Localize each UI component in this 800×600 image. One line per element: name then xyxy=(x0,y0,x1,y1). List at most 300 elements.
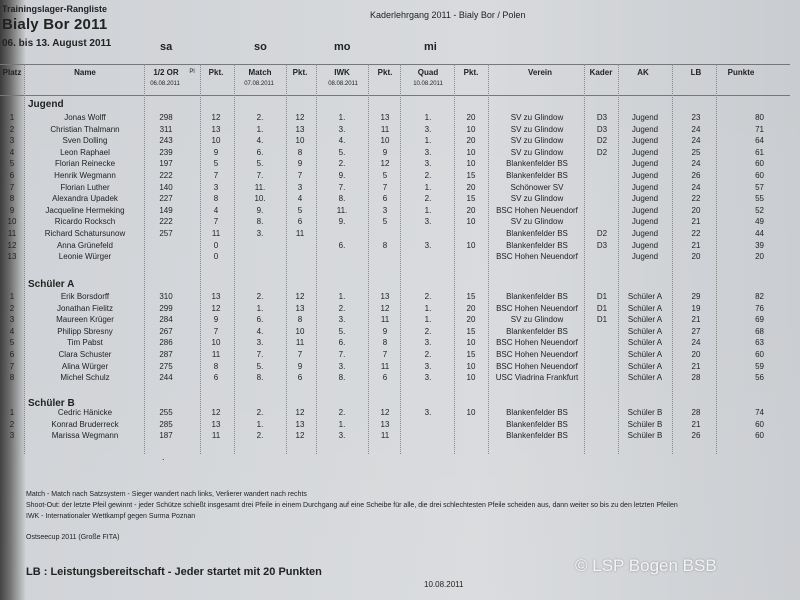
cell-kader: D3 xyxy=(596,113,608,122)
cell-pkt1: 0 xyxy=(213,240,219,250)
note-lb: LB : Leistungsbereitschaft - Jeder startet mit 20 Punkten xyxy=(26,566,322,578)
cell-punkte: 44 xyxy=(755,229,764,238)
cell-pkt1: 7 xyxy=(213,326,219,336)
cell-ak: Jugend xyxy=(631,217,659,227)
cell-platz: 12 xyxy=(7,240,17,250)
cell-iwk: 8. xyxy=(338,373,346,383)
cell-platz: 1 xyxy=(9,113,15,122)
cell-pkt4: 10 xyxy=(466,408,476,417)
cell-name: Konrad Bruderreck xyxy=(51,419,119,429)
cell-punkte: 20 xyxy=(755,252,764,262)
cell-pkt1: 4 xyxy=(213,205,219,215)
cell-iwk: 6. xyxy=(338,338,346,348)
table-row xyxy=(0,194,790,206)
table-row xyxy=(0,252,790,264)
cell-pkt4: 10 xyxy=(466,217,476,227)
cell-punkte: 61 xyxy=(755,147,764,157)
cell-punkte: 82 xyxy=(755,292,764,301)
cell-verein: SV zu Glindow xyxy=(510,315,564,325)
col-verein: Verein xyxy=(527,68,552,77)
cell-match: 1. xyxy=(256,303,264,313)
cell-ak: Schüler A xyxy=(627,338,663,348)
cell-pkt3: 9 xyxy=(382,147,388,157)
cell-pkt2: 12 xyxy=(295,113,305,122)
cell-punkte: 52 xyxy=(755,205,764,215)
cell-pkt2: 5 xyxy=(297,205,303,215)
cell-pkt2: 7 xyxy=(297,171,303,180)
title-small: Trainingslager-Rangliste xyxy=(2,4,108,14)
cell-lb: 20 xyxy=(691,205,701,215)
cell-match: 5. xyxy=(256,361,264,371)
table-row xyxy=(0,431,790,443)
cell-verein: SV zu Glindow xyxy=(510,147,564,157)
cell-quad: 2. xyxy=(424,171,432,180)
cell-iwk: 9. xyxy=(338,217,346,227)
cell-lb: 21 xyxy=(691,315,701,325)
cell-iwk: 1. xyxy=(338,419,346,429)
cell-pkt4: 10 xyxy=(466,240,476,250)
cell-name: Jonathan Fielitz xyxy=(56,303,114,313)
cell-match: 8. xyxy=(256,373,264,383)
cell-iwk: 8. xyxy=(338,194,346,204)
cell-match: 10. xyxy=(254,194,266,204)
footer-date: 10.08.2011 xyxy=(424,580,464,589)
cell-match: 1. xyxy=(256,124,264,134)
col-or: 1/2 OR xyxy=(153,68,179,77)
cell-pkt3: 7 xyxy=(382,182,388,192)
cell-pkt1: 8 xyxy=(213,361,219,371)
cell-or: 287 xyxy=(159,350,173,359)
cell-iwk: 3. xyxy=(338,124,346,134)
cell-name: Erik Borsdorff xyxy=(60,292,110,301)
cell-quad: 3. xyxy=(424,240,432,250)
cell-name: Leon Raphael xyxy=(60,147,110,157)
cell-name: Tim Pabst xyxy=(67,338,103,348)
cell-match: 7. xyxy=(256,171,264,180)
cell-punkte: 60 xyxy=(755,350,764,359)
cell-match: 8. xyxy=(256,217,264,227)
table-row xyxy=(0,241,790,253)
cell-lb: 29 xyxy=(691,292,701,301)
cell-punkte: 64 xyxy=(755,136,764,146)
cell-ak: Schüler B xyxy=(627,419,663,429)
cell-kader: D2 xyxy=(596,229,608,238)
col-date1: 06.08.2011 xyxy=(150,81,180,87)
col-pkt1: Pkt. xyxy=(208,68,224,77)
cell-name: Maureen Krüger xyxy=(56,315,114,325)
cell-name: Christian Thalmann xyxy=(50,124,120,134)
table-row xyxy=(0,136,790,148)
cell-lb: 21 xyxy=(691,240,701,250)
cell-or: 285 xyxy=(159,419,173,429)
cell-lb: 26 xyxy=(691,431,701,441)
cell-punkte: 69 xyxy=(755,315,764,325)
cell-pkt3: 12 xyxy=(380,159,390,169)
table-row xyxy=(0,304,790,316)
cell-verein: Blankenfelder BS xyxy=(506,326,568,336)
cell-quad: 3. xyxy=(424,408,432,417)
cell-pkt2: 8 xyxy=(297,147,303,157)
cell-or: 222 xyxy=(159,171,173,180)
cell-or: 197 xyxy=(159,159,173,169)
cell-punkte: 60 xyxy=(755,419,764,429)
cell-pkt3: 13 xyxy=(380,292,390,301)
cell-name: Richard Schatursunow xyxy=(44,229,126,238)
cell-verein: Blankenfelder BS xyxy=(506,419,568,429)
cell-pkt3: 5 xyxy=(382,217,388,227)
cell-pkt3: 8 xyxy=(382,338,388,348)
cell-match: 11. xyxy=(254,182,266,192)
cell-or: 222 xyxy=(159,217,173,227)
cell-verein: Blankenfelder BS xyxy=(506,240,568,250)
cell-pkt1: 11 xyxy=(211,229,221,238)
col-name: Name xyxy=(74,68,96,77)
cell-pkt3: 11 xyxy=(380,124,390,134)
table-row xyxy=(0,373,790,385)
cell-quad: 2. xyxy=(424,350,432,359)
section-schueler-b: Schüler B xyxy=(28,398,75,409)
table-row xyxy=(0,350,790,362)
cell-or: 286 xyxy=(159,338,173,348)
cell-name: Alexandra Upadek xyxy=(52,194,118,204)
table-row xyxy=(0,113,790,125)
cell-pkt2: 11 xyxy=(295,229,305,238)
cell-lb: 21 xyxy=(691,419,701,429)
cell-platz: 2 xyxy=(9,419,15,429)
cell-pkt2: 11 xyxy=(295,338,305,348)
cell-pkt4: 10 xyxy=(466,338,476,348)
cell-pkt3: 11 xyxy=(380,315,390,325)
cell-pkt1: 6 xyxy=(213,373,219,383)
col-pkt3: Pkt. xyxy=(377,68,393,77)
cell-ak: Schüler A xyxy=(627,292,663,301)
cell-quad: 2. xyxy=(424,194,432,204)
col-match: Match xyxy=(248,68,272,77)
title-main: Bialy Bor 2011 xyxy=(2,16,108,33)
table-row xyxy=(0,217,790,229)
cell-pkt4: 15 xyxy=(466,326,476,336)
cell-or: 299 xyxy=(159,303,173,313)
cell-verein: Schönower SV xyxy=(510,182,564,192)
cell-kader: D1 xyxy=(596,315,608,325)
cell-pkt2: 13 xyxy=(295,303,305,313)
cell-iwk: 2. xyxy=(338,303,346,313)
cell-ak: Schüler A xyxy=(627,350,663,359)
cell-kader: D3 xyxy=(596,124,608,134)
table-row xyxy=(0,420,790,432)
cell-ak: Schüler A xyxy=(627,361,663,371)
cell-pkt3: 11 xyxy=(380,361,390,371)
cell-punkte: 63 xyxy=(755,338,764,348)
cell-pkt4: 20 xyxy=(466,113,476,122)
cell-or: 310 xyxy=(159,292,173,301)
cell-punkte: 74 xyxy=(755,408,764,417)
col-pl: Pl xyxy=(189,69,195,75)
cell-platz: 2 xyxy=(9,124,15,134)
cell-quad: 1. xyxy=(424,315,432,325)
cell-punkte: 60 xyxy=(755,171,764,180)
cell-verein: SV zu Glindow xyxy=(510,194,564,204)
cell-ak: Jugend xyxy=(631,182,659,192)
cell-punkte: 60 xyxy=(755,431,764,441)
cell-or: 255 xyxy=(159,408,173,417)
cell-pkt2: 9 xyxy=(297,159,303,169)
table-row xyxy=(0,125,790,137)
cell-pkt1: 12 xyxy=(211,408,221,417)
cell-quad: 3. xyxy=(424,159,432,169)
cell-match: 9. xyxy=(256,205,264,215)
note-shootout: Shoot-Out: der letzte Pfeil gewinnt - jeder Schütze schießt insgesamt drei Pfeile in einem Durchgang auf eine Scheibe für alle, die drei schlechtesten Pfeile scheiden aus, dann weiter so bis zu den letzten Pfeilen xyxy=(26,502,678,509)
cell-pkt1: 13 xyxy=(211,124,221,134)
cell-iwk: 1. xyxy=(338,113,346,122)
cell-or: 257 xyxy=(159,229,173,238)
cell-or: 140 xyxy=(159,182,173,192)
cell-pkt3: 5 xyxy=(382,171,388,180)
cell-lb: 24 xyxy=(691,136,701,146)
cell-pkt1: 13 xyxy=(211,292,221,301)
cell-iwk: 3. xyxy=(338,315,346,325)
cell-verein: BSC Hohen Neuendorf xyxy=(496,252,578,262)
cell-name: Henrik Wegmann xyxy=(54,171,116,180)
cell-pkt2: 12 xyxy=(295,408,305,417)
cell-iwk: 3. xyxy=(338,361,346,371)
cell-punkte: 56 xyxy=(755,373,764,383)
cell-lb: 25 xyxy=(691,147,701,157)
cell-pkt2: 6 xyxy=(297,373,303,383)
cell-platz: 3 xyxy=(9,315,15,325)
cell-pkt1: 9 xyxy=(213,315,219,325)
cell-or: 311 xyxy=(159,124,173,134)
cell-lb: 23 xyxy=(691,113,701,122)
cell-pkt3: 13 xyxy=(380,113,390,122)
day-mo: mo xyxy=(334,41,351,53)
cell-pkt4: 10 xyxy=(466,361,476,371)
cell-ak: Jugend xyxy=(631,124,659,134)
cell-lb: 20 xyxy=(691,350,701,359)
cell-pkt1: 13 xyxy=(211,419,221,429)
cell-or: 298 xyxy=(159,113,173,122)
cell-verein: Blankenfelder BS xyxy=(506,292,568,301)
cell-verein: BSC Hohen Neuendorf xyxy=(496,350,578,359)
cell-platz: 10 xyxy=(7,217,17,227)
cell-or: 227 xyxy=(159,194,173,204)
cell-platz: 3 xyxy=(9,431,15,441)
cell-ak: Schüler A xyxy=(627,326,663,336)
cell-quad: 3. xyxy=(424,124,432,134)
cell-ak: Jugend xyxy=(631,240,659,250)
cell-quad: 3. xyxy=(424,147,432,157)
cell-platz: 7 xyxy=(9,182,15,192)
cell-platz: 2 xyxy=(9,303,15,313)
col-kader: Kader xyxy=(589,68,613,77)
table-row xyxy=(0,171,790,183)
cell-lb: 22 xyxy=(691,229,701,238)
cell-match: 4. xyxy=(256,136,264,146)
cell-ak: Schüler A xyxy=(627,373,663,383)
cell-ak: Jugend xyxy=(631,147,659,157)
cell-pkt2: 10 xyxy=(295,136,305,146)
day-so: so xyxy=(254,41,267,53)
cell-match: 2. xyxy=(256,113,264,122)
cell-pkt1: 11 xyxy=(211,350,221,359)
cell-pkt1: 5 xyxy=(213,159,219,169)
cell-iwk: 1. xyxy=(338,292,346,301)
cell-ak: Schüler B xyxy=(627,431,663,441)
cell-pkt4: 20 xyxy=(466,205,476,215)
cell-pkt1: 10 xyxy=(211,338,221,348)
note-ostseecup: Ostseecup 2011 (Große FITA) xyxy=(26,534,120,541)
cell-name: Marissa Wegmann xyxy=(51,431,119,441)
cell-ak: Jugend xyxy=(631,194,659,204)
cell-lb: 27 xyxy=(691,326,701,336)
cell-pkt2: 3 xyxy=(297,182,303,192)
table-row xyxy=(0,206,790,218)
cell-pkt2: 9 xyxy=(297,361,303,371)
cell-quad: 3. xyxy=(424,217,432,227)
cell-punkte: 76 xyxy=(755,303,764,313)
cell-or: 284 xyxy=(159,315,173,325)
cell-kader: D2 xyxy=(596,147,608,157)
cell-name: Jonas Wolff xyxy=(64,113,106,122)
cell-quad: 1. xyxy=(424,205,432,215)
cell-iwk: 6. xyxy=(338,240,346,250)
cell-ak: Jugend xyxy=(631,136,659,146)
cell-match: 7. xyxy=(256,350,264,359)
event-subtitle: Kaderlehrgang 2011 - Bialy Bor / Polen xyxy=(370,10,526,20)
cell-lb: 21 xyxy=(691,217,701,227)
col-platz: Platz xyxy=(2,68,22,77)
cell-lb: 26 xyxy=(691,171,701,180)
table-row xyxy=(0,229,790,241)
cell-quad: 1. xyxy=(424,136,432,146)
cell-punkte: 59 xyxy=(755,361,764,371)
cell-or: 275 xyxy=(159,361,173,371)
day-mi: mi xyxy=(424,41,437,53)
cell-name: Jacqueline Hermeking xyxy=(45,205,125,215)
table-row xyxy=(0,362,790,374)
cell-kader: D2 xyxy=(596,136,608,146)
cell-quad: 1. xyxy=(424,303,432,313)
cell-lb: 24 xyxy=(691,338,701,348)
cell-pkt1: 0 xyxy=(213,252,219,262)
cell-pkt3: 12 xyxy=(380,303,390,313)
cell-name: Anna Grünefeld xyxy=(56,240,114,250)
cell-ak: Jugend xyxy=(631,159,659,169)
cell-or: 187 xyxy=(159,431,173,441)
cell-pkt2: 4 xyxy=(297,194,303,204)
cell-platz: 5 xyxy=(9,338,15,348)
cell-pkt4: 10 xyxy=(466,124,476,134)
cell-match: 6. xyxy=(256,147,264,157)
cell-verein: USC Viadrina Frankfurt xyxy=(495,373,579,383)
cell-iwk: 2. xyxy=(338,408,346,417)
cell-punkte: 68 xyxy=(755,326,764,336)
cell-verein: Blankenfelder BS xyxy=(506,431,568,441)
cell-pkt1: 11 xyxy=(211,431,221,441)
event-dates: 06. bis 13. August 2011 xyxy=(2,38,112,49)
cell-lb: 24 xyxy=(691,159,701,169)
cell-lb: 28 xyxy=(691,408,701,417)
cell-pkt1: 9 xyxy=(213,147,219,157)
cell-name: Alina Würger xyxy=(61,361,109,371)
table-row xyxy=(0,148,790,160)
cell-kader: D1 xyxy=(596,292,608,301)
cell-match: 3. xyxy=(256,229,264,238)
col-ak: AK xyxy=(637,68,649,77)
note-match: Match - Match nach Satzsystem - Sieger wandert nach links, Verlierer wandert nach rechts xyxy=(26,491,307,498)
copyright-watermark: © LSP Bogen BSB xyxy=(575,556,717,575)
cell-pkt3: 13 xyxy=(380,419,390,429)
cell-quad: 3. xyxy=(424,338,432,348)
cell-match: 4. xyxy=(256,326,264,336)
cell-pkt2: 10 xyxy=(295,326,305,336)
cell-iwk: 4. xyxy=(338,136,346,146)
table-row xyxy=(0,183,790,195)
col-date3: 08.08.2011 xyxy=(328,81,358,87)
cell-name: Florian Luther xyxy=(60,182,110,192)
cell-verein: Blankenfelder BS xyxy=(506,408,568,417)
cell-or: 243 xyxy=(159,136,173,146)
col-date4: 10.08.2011 xyxy=(413,81,443,87)
cell-verein: SV zu Glindow xyxy=(510,217,564,227)
cell-lb: 22 xyxy=(691,194,701,204)
col-punkte: Punkte xyxy=(727,68,755,77)
cell-pkt4: 20 xyxy=(466,315,476,325)
cell-match: 5. xyxy=(256,159,264,169)
col-quad: Quad xyxy=(417,68,439,77)
cell-name: Leonie Würger xyxy=(58,252,112,262)
cell-punkte: 55 xyxy=(755,194,764,204)
cell-iwk: 7. xyxy=(338,350,346,359)
cell-verein: SV zu Glindow xyxy=(510,124,564,134)
cell-quad: 1. xyxy=(424,182,432,192)
cell-lb: 20 xyxy=(691,252,701,262)
cell-name: Clara Schuster xyxy=(58,350,112,359)
cell-platz: 7 xyxy=(9,361,15,371)
cell-pkt2: 8 xyxy=(297,315,303,325)
cell-name: Florian Reinecke xyxy=(54,159,116,169)
cell-match: 2. xyxy=(256,431,264,441)
cell-pkt2: 12 xyxy=(295,431,305,441)
table-row xyxy=(0,338,790,350)
cell-punkte: 60 xyxy=(755,159,764,169)
cell-ak: Schüler B xyxy=(627,408,663,417)
col-iwk: IWK xyxy=(334,68,350,77)
cell-iwk: 5. xyxy=(338,326,346,336)
cell-name: Michel Schulz xyxy=(60,373,110,383)
cell-platz: 4 xyxy=(9,326,15,336)
cell-lb: 24 xyxy=(691,124,701,134)
cell-pkt1: 7 xyxy=(213,171,219,180)
cell-pkt1: 7 xyxy=(213,217,219,227)
cell-pkt4: 10 xyxy=(466,373,476,383)
section-schueler-a: Schüler A xyxy=(28,279,75,290)
table-row xyxy=(0,327,790,339)
cell-verein: BSC Hohen Neuendorf xyxy=(496,338,578,348)
cell-pkt4: 10 xyxy=(466,159,476,169)
table-row xyxy=(0,292,790,304)
cell-punkte: 80 xyxy=(755,113,764,122)
cell-name: Cedric Hänicke xyxy=(57,408,113,417)
cell-verein: Blankenfelder BS xyxy=(506,159,568,169)
cell-quad: 3. xyxy=(424,373,432,383)
cell-match: 2. xyxy=(256,292,264,301)
cell-pkt3: 10 xyxy=(380,136,390,146)
cell-or: 267 xyxy=(159,326,173,336)
cell-verein: SV zu Glindow xyxy=(510,136,564,146)
cell-pkt4: 10 xyxy=(466,147,476,157)
cell-pkt4: 15 xyxy=(466,194,476,204)
